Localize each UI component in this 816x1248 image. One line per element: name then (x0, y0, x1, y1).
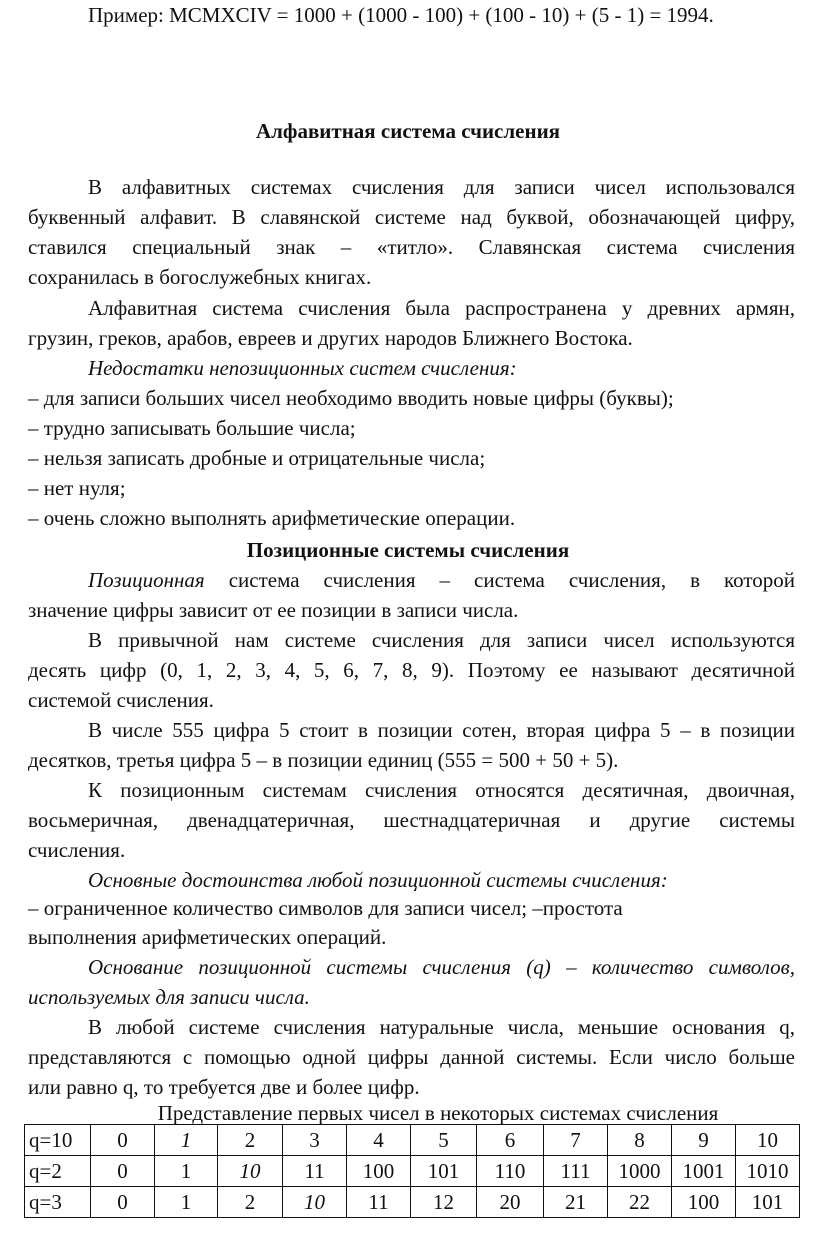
heading-positional: Позиционные системы счисления (246, 538, 570, 562)
alpha-p1-line: буквенный алфавит. В славянской системе над буквой, обозначающей цифру, (28, 205, 795, 229)
disadvantages-title: Недостатки непозиционных систем счисления: (88, 356, 517, 380)
alpha-p2-line: грузин, греков, арабов, евреев и других народов Ближнего Востока. (28, 326, 633, 350)
table-cell: 21 (544, 1187, 608, 1218)
disadvantage-item: – нельзя записать дробные и отрицательные числа; (28, 446, 486, 470)
table-cell: 22 (608, 1187, 672, 1218)
table-cell: 6 (477, 1125, 544, 1156)
table-cell: 0 (91, 1125, 155, 1156)
heading-alphabetic: Алфавитная система счисления (255, 119, 561, 143)
base-p-line: представляются с помощью одной цифры данной системы. Если число больше (28, 1045, 795, 1069)
alpha-p1-line: В алфавитных системах счисления для записи чисел использовался (88, 175, 795, 199)
table-cell: 7 (544, 1125, 608, 1156)
table-cell: 1 (155, 1187, 218, 1218)
table-cell: 1 (155, 1156, 218, 1187)
table-cell: 11 (283, 1156, 347, 1187)
pos-p3-line: десятков, третья цифра 5 – в позиции единиц (555 = 500 + 50 + 5). (28, 748, 619, 772)
table-caption: Представление первых чисел в некоторых системах счисления (157, 1101, 719, 1125)
base-p-line: В любой системе счисления натуральные числа, меньшие основания q, (88, 1015, 795, 1039)
pos-def-line: значение цифры зависит от ее позиции в записи числа. (28, 598, 519, 622)
table-cell: 0 (91, 1187, 155, 1218)
table-cell: 1 (155, 1125, 218, 1156)
base-def-line: Основание позиционной системы счисления (q) – количество символов, (88, 955, 795, 979)
table-row-label: q=3 (25, 1187, 91, 1218)
table-cell: 2 (218, 1187, 283, 1218)
table-cell: 1010 (736, 1156, 800, 1187)
table-cell: 1001 (672, 1156, 736, 1187)
alpha-p1-line: ставился специальный знак – «титло». Славянская система счисления (28, 235, 795, 259)
pos-p4-line: счисления. (28, 838, 126, 862)
table-cell: 4 (347, 1125, 411, 1156)
table-row (25, 1156, 800, 1187)
pos-p3-line: В числе 555 цифра 5 стоит в позиции сотен, вторая цифра 5 – в позиции (88, 718, 795, 742)
table-cell: 5 (411, 1125, 477, 1156)
alpha-p2-line: Алфавитная система счисления была распространена у древних армян, (88, 296, 795, 320)
disadvantage-item: – для записи больших чисел необходимо вводить новые цифры (буквы); (28, 386, 674, 410)
table-cell: 9 (672, 1125, 736, 1156)
table-cell: 101 (411, 1156, 477, 1187)
table-row-label: q=10 (25, 1125, 91, 1156)
table-cell: 11 (347, 1187, 411, 1218)
pos-p2-line: десять цифр (0, 1, 2, 3, 4, 5, 6, 7, 8, 9). Поэтому ее называют десятичной (28, 658, 795, 682)
pos-def-term: Позиционная (88, 568, 205, 592)
table-row (25, 1125, 800, 1156)
pos-p4-line: восьмеричная, двенадцатеричная, шестнадцатеричная и другие системы (28, 808, 795, 832)
pos-p2-line: В привычной нам системе счисления для записи чисел используются (88, 628, 795, 652)
number-systems-table (24, 1124, 800, 1218)
advantages-title: Основные достоинства любой позиционной системы счисления: (88, 868, 668, 892)
table-row-label: q=2 (25, 1156, 91, 1187)
table-cell: 111 (544, 1156, 608, 1187)
table-cell: 10 (736, 1125, 800, 1156)
table-row (25, 1187, 800, 1218)
advantage-item: – ограниченное количество символов для записи чисел; –простота (28, 896, 623, 920)
pos-def-line: Позиционная система счисления – система счисления, в которой (88, 568, 795, 592)
table-cell: 12 (411, 1187, 477, 1218)
example-line: Пример: MCMXCIV = 1000 + (1000 - 100) + (100 - 10) + (5 - 1) = 1994. (88, 3, 714, 27)
base-def-line: используемых для записи числа. (28, 985, 310, 1009)
table-cell: 3 (283, 1125, 347, 1156)
table-cell: 100 (347, 1156, 411, 1187)
disadvantage-item: – трудно записывать большие числа; (28, 416, 356, 440)
table-cell: 20 (477, 1187, 544, 1218)
table-cell: 101 (736, 1187, 800, 1218)
base-p-line: или равно q, то требуется две и более цифр. (28, 1075, 420, 1099)
alpha-p1-line: сохранилась в богослужебных книгах. (28, 265, 372, 289)
advantage-item: выполнения арифметических операций. (28, 925, 387, 949)
table-cell: 1000 (608, 1156, 672, 1187)
disadvantage-item: – очень сложно выполнять арифметические операции. (28, 506, 516, 530)
table-cell: 8 (608, 1125, 672, 1156)
table-cell: 10 (283, 1187, 347, 1218)
disadvantage-item: – нет нуля; (28, 476, 126, 500)
pos-p2-line: системой счисления. (28, 688, 214, 712)
pos-p4-line: К позиционным системам счисления относятся десятичная, двоичная, (88, 778, 795, 802)
table-cell: 2 (218, 1125, 283, 1156)
table-cell: 10 (218, 1156, 283, 1187)
table-cell: 110 (477, 1156, 544, 1187)
table-cell: 100 (672, 1187, 736, 1218)
table-cell: 0 (91, 1156, 155, 1187)
